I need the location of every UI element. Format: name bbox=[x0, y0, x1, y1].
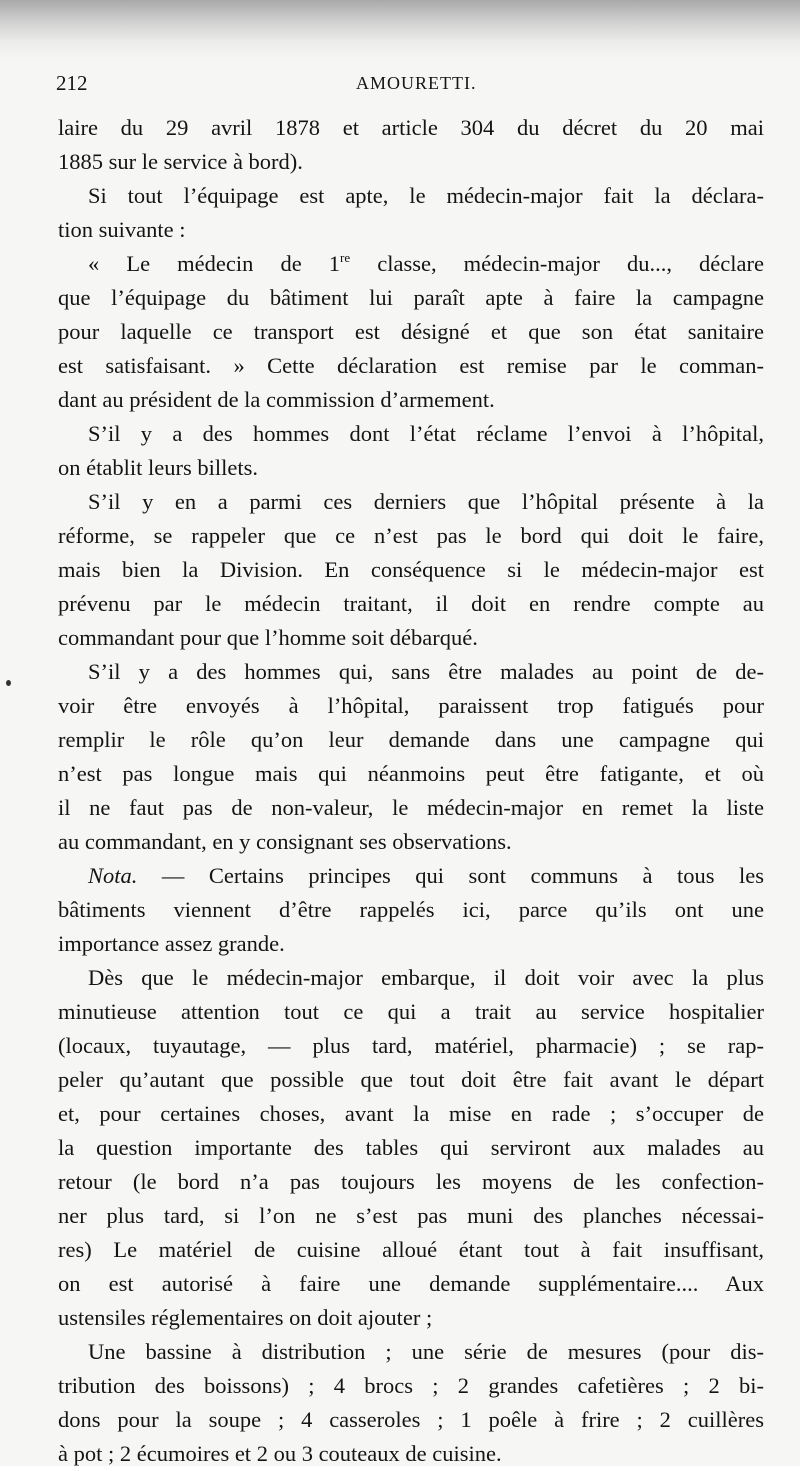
text-line: S’il y a des hommes dont l’état réclame l’envoi à l’hôpital, bbox=[88, 421, 764, 446]
text-line: 1885 sur le service à bord). bbox=[58, 149, 303, 174]
text-line: on est autorisé à faire une demande supplémentaire.... Aux bbox=[58, 1271, 764, 1296]
text-segment: « Le médecin de 1 bbox=[88, 251, 341, 276]
text-line bbox=[58, 247, 764, 281]
text-line: Si tout l’équipage est apte, le médecin-major fait la déclara- bbox=[88, 183, 764, 208]
text-line: Dès que le médecin-major embarque, il doit voir avec la plus bbox=[88, 965, 764, 990]
ink-speck bbox=[6, 680, 11, 686]
text-line: la question importante des tables qui serviront aux malades au bbox=[58, 1135, 764, 1160]
text-line: S’il y en a parmi ces derniers que l’hôpital présente à la bbox=[88, 489, 764, 514]
text-line: est satisfaisant. » Cette déclaration est remise par le comman- bbox=[58, 353, 764, 378]
text-line: à pot ; 2 écumoires et 2 ou 3 couteaux de cuisine. bbox=[58, 1441, 502, 1466]
text-line: dons pour la soupe ; 4 casseroles ; 1 poêle à frire ; 2 cuillères bbox=[58, 1407, 764, 1432]
text-line: (locaux, tuyautage, — plus tard, matériel, pharmacie) ; se rap- bbox=[58, 1033, 764, 1058]
scan-shadow bbox=[0, 0, 800, 60]
text-line: importance assez grande. bbox=[58, 931, 285, 956]
body-text bbox=[58, 111, 764, 1471]
text-line: peler qu’autant que possible que tout doit être fait avant le départ bbox=[58, 1067, 764, 1092]
text-line: retour (le bord n’a pas toujours les moyens de les confection- bbox=[58, 1169, 764, 1194]
text-line: commandant pour que l’homme soit débarqué. bbox=[58, 625, 478, 650]
text-line: que l’équipage du bâtiment lui paraît apte à faire la campagne bbox=[58, 285, 764, 310]
text-line: dant au président de la commission d’armement. bbox=[58, 387, 495, 412]
text-line: res) Le matériel de cuisine alloué étant tout à fait insuffisant, bbox=[58, 1237, 764, 1262]
text-line: Une bassine à distribution ; une série de mesures (pour dis- bbox=[88, 1339, 764, 1364]
text-segment: classe, médecin-major du..., déclare bbox=[350, 251, 764, 276]
text-line: S’il y a des hommes qui, sans être malades au point de de- bbox=[88, 659, 764, 684]
text-line: il ne faut pas de non-valeur, le médecin-major en remet la liste bbox=[58, 795, 764, 820]
text-line: et, pour certaines choses, avant la mise en rade ; s’occuper de bbox=[58, 1101, 764, 1126]
text-line: pour laquelle ce transport est désigné et que son état sanitaire bbox=[58, 319, 764, 344]
text-line: tion suivante : bbox=[58, 217, 186, 242]
text-line bbox=[58, 859, 764, 893]
text-line: n’est pas longue mais qui néanmoins peut être fatigante, et où bbox=[58, 761, 764, 786]
page-number: 212 bbox=[56, 71, 88, 95]
superscript: re bbox=[340, 250, 351, 265]
page-header bbox=[56, 71, 756, 99]
text-line: minutieuse attention tout ce qui a trait au service hospitalier bbox=[58, 999, 764, 1024]
text-line: laire du 29 avril 1878 et article 304 du décret du 20 mai bbox=[58, 115, 764, 140]
text-line: bâtiments viennent d’être rappelés ici, parce qu’ils ont une bbox=[58, 897, 764, 922]
text-line: mais bien la Division. En conséquence si le médecin-major est bbox=[58, 557, 764, 582]
nota-label: Nota. bbox=[88, 863, 138, 888]
text-line: voir être envoyés à l’hôpital, paraissent trop fatigués pour bbox=[58, 693, 764, 718]
text-line: ustensiles réglementaires on doit ajouter ; bbox=[58, 1305, 433, 1330]
text-line: réforme, se rappeler que ce n’est pas le bord qui doit le faire, bbox=[58, 523, 764, 548]
text-line: tribution des boissons) ; 4 brocs ; 2 grandes cafetières ; 2 bi- bbox=[58, 1373, 764, 1398]
text-segment: — Certains principes qui sont communs à tous les bbox=[137, 863, 764, 888]
text-line: remplir le rôle qu’on leur demande dans une campagne qui bbox=[58, 727, 764, 752]
text-line: prévenu par le médecin traitant, il doit en rendre compte au bbox=[58, 591, 764, 616]
text-line: au commandant, en y consignant ses observations. bbox=[58, 829, 512, 854]
text-line: ner plus tard, si l’on ne s’est pas muni des planches nécessai- bbox=[58, 1203, 764, 1228]
running-head: AMOURETTI. bbox=[356, 73, 477, 93]
text-line: on établit leurs billets. bbox=[58, 455, 258, 480]
